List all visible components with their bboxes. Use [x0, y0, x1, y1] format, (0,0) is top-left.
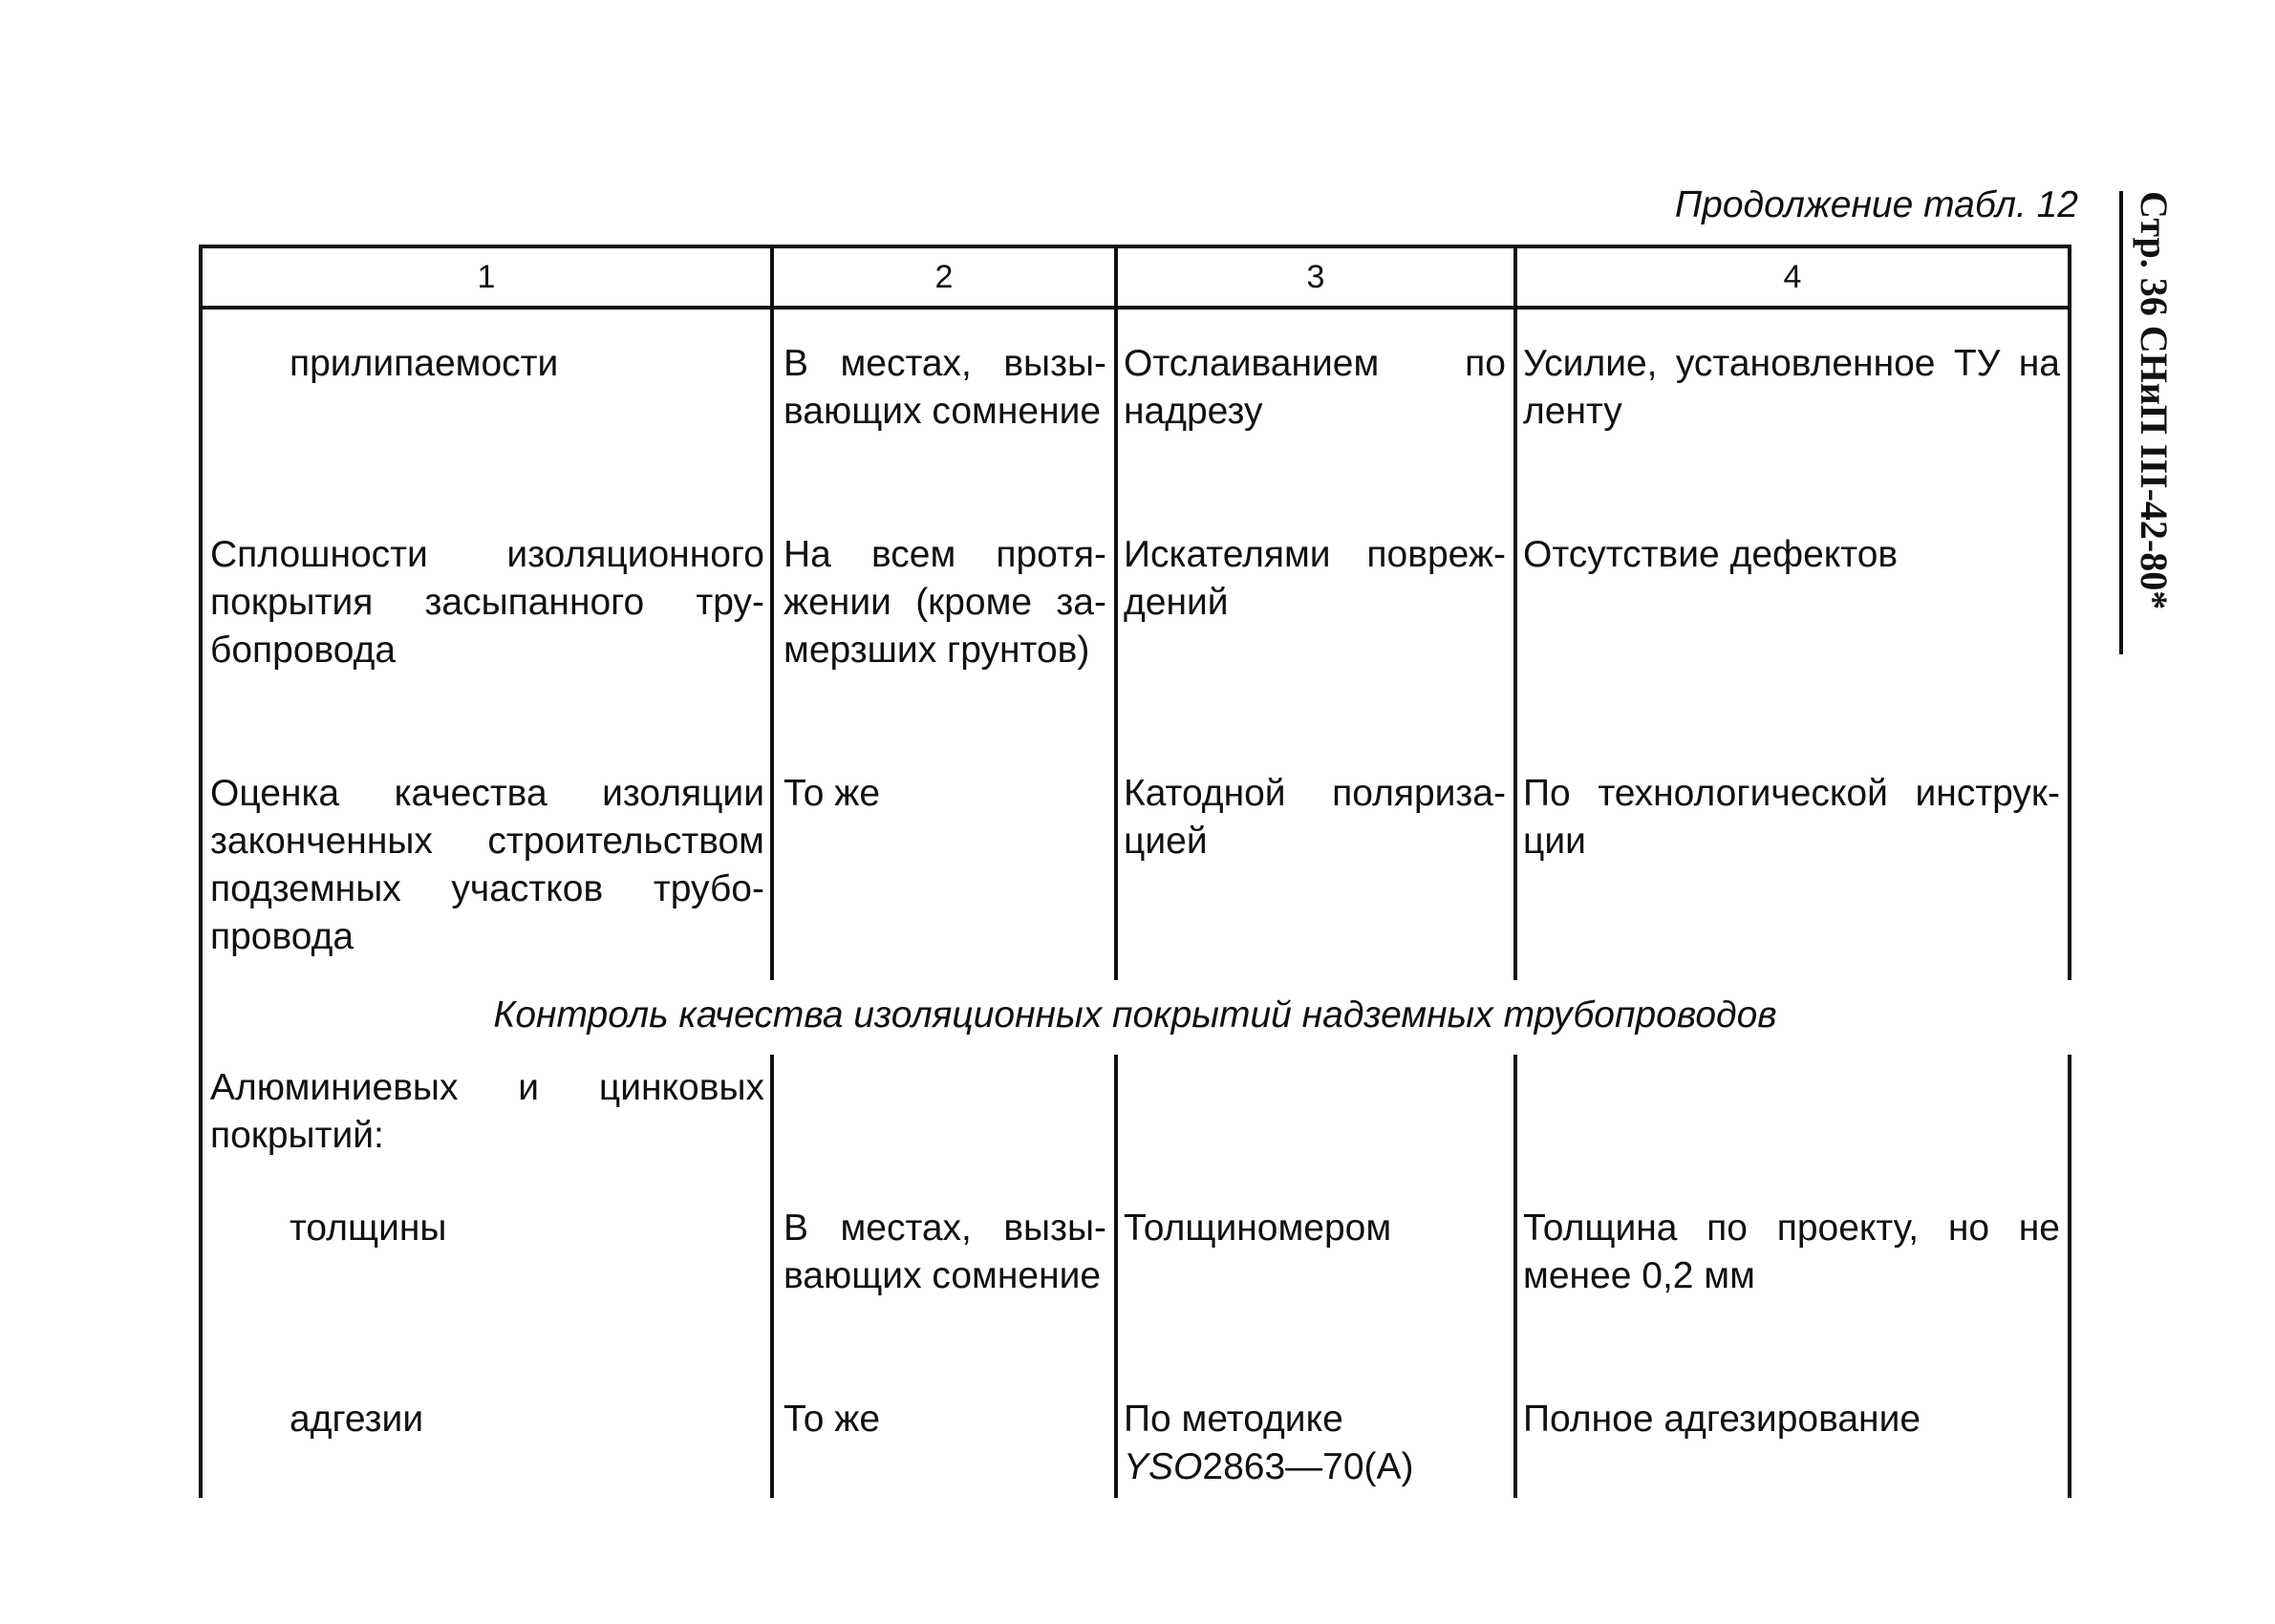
row2-col3: Искателями повреждений: [1124, 534, 1506, 623]
row1-col4: Усилие, установленное ТУ на ленту: [1523, 343, 2060, 432]
header-col-4: 4: [1783, 259, 1802, 295]
header-col-2: 2: [934, 259, 954, 295]
row5-col1: толщины: [290, 1207, 447, 1249]
row6-col1: адгезии: [290, 1399, 424, 1440]
row2-col4: Отсутствие дефектов: [1523, 534, 1899, 575]
row3-col4: По технологической инструкции: [1523, 773, 2060, 862]
section-title: Контроль качества изоляционных покрытий надземных трубопроводов: [493, 994, 1777, 1036]
header-col-1: 1: [477, 259, 496, 295]
row2-col1: Сплошности изоляционного покрытия засыпанного трубопровода: [210, 534, 764, 671]
row3-col3: Катодной поляризацией: [1124, 773, 1506, 862]
row1-col2: В местах, вызывающих сомнение: [783, 343, 1106, 432]
row1-col3: Отслаиванием по надрезу: [1124, 343, 1506, 432]
column-rule-left-lower: [199, 1055, 203, 1498]
column-rule-left: [199, 245, 203, 980]
row6-col3-method: По методике: [1124, 1399, 1343, 1440]
row6-col3-std-prefix: YSO: [1124, 1446, 1203, 1487]
page-side-label: Стр. 36 СНиП III-42-80*: [2133, 191, 2176, 610]
table-caption: Продолжение табл. 12: [1674, 184, 2078, 225]
row6-col3-std-number: 2863—70(А): [1202, 1446, 1414, 1487]
row6-col2: То же: [783, 1399, 881, 1440]
column-rule-3: [1513, 245, 1517, 980]
row2-col2: На всем протяжении (кроме замерзших грунтов): [783, 534, 1106, 671]
column-rule-2-lower: [1114, 1055, 1118, 1498]
row3-col1: Оценка качества изоляции законченных строительством подземных участков трубопровода: [210, 773, 764, 957]
row5-col2: В местах, вызывающих сомнение: [783, 1207, 1106, 1296]
row4-col1: Алюминиевых и цинковых покрытий:: [210, 1067, 764, 1156]
header-col-3: 3: [1306, 259, 1325, 295]
column-rule-right: [2068, 245, 2071, 980]
row5-col3: Толщиномером: [1124, 1207, 1392, 1249]
row6-col3: [1124, 1396, 1506, 1491]
row5-col4: Толщина по проекту, но не менее 0,2 мм: [1523, 1207, 2060, 1296]
row6-col4: Полное адгезирование: [1523, 1399, 1921, 1440]
column-rule-3-lower: [1513, 1055, 1517, 1498]
column-rule-1-lower: [770, 1055, 774, 1498]
row3-col2: То же: [783, 773, 881, 814]
column-rule-2: [1114, 245, 1118, 980]
row1-col1: прилипаемости: [290, 343, 559, 384]
column-rule-right-lower: [2068, 1055, 2071, 1498]
side-rule: [2119, 191, 2123, 654]
continuation-table: [199, 245, 2071, 1498]
column-rule-1: [770, 245, 774, 980]
header-bottom-rule: [199, 306, 2071, 310]
